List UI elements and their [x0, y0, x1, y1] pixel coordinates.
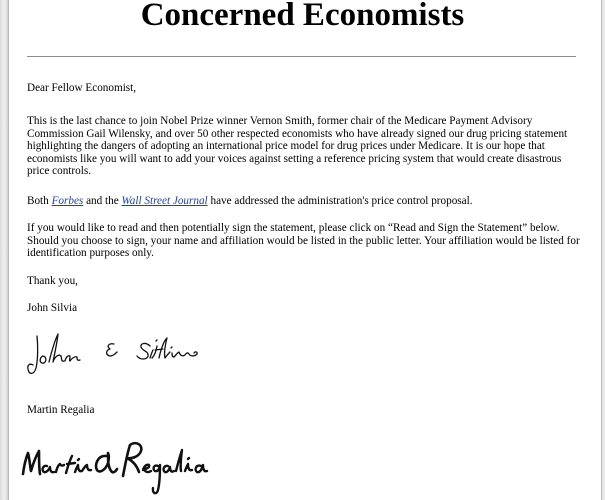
- paragraph-instructions: If you would like to read and then potentially sign the statement, please click on “Read and Sign the Statement” below. Should you choose to sign, your name and affiliation would be listed in the public letter. Your affiliation would be listed for identification purposes only.: [27, 222, 580, 259]
- title-divider: [27, 56, 576, 57]
- window-right-edge: [601, 0, 605, 500]
- paragraph-invitation: This is the last chance to join Nobel Prize winner Vernon Smith, former chair of the Medicare Payment Advisory Commission Gail Wilensky, and over 50 other respected economists who have already signed our drug pricing statement highlighting the dangers of adopting an international price model for drug prices under Medicare. It is our hope that economists like you will want to add your voices against setting a reference pricing system that would create disastrous price controls.: [27, 115, 568, 177]
- paragraph-press: [27, 195, 473, 208]
- signer-name-john-silvia: John Silvia: [27, 302, 78, 314]
- signer-name-martin-regalia: Martin Regalia: [27, 404, 95, 416]
- press-suffix: have addressed the administration's price control proposal.: [207, 195, 473, 207]
- closing: Thank you,: [27, 275, 78, 287]
- letter-title: Concerned Economists: [140, 0, 465, 33]
- window-left-edge: [0, 0, 9, 500]
- martin-regalia-signature: [18, 436, 208, 500]
- greeting: Dear Fellow Economist,: [27, 82, 137, 94]
- john-silvia-signature: [24, 328, 214, 380]
- wall-street-journal-link[interactable]: Wall Street Journal: [121, 195, 208, 207]
- press-prefix: Both: [27, 195, 52, 207]
- press-middle: and the: [83, 195, 122, 207]
- forbes-link[interactable]: Forbes: [51, 195, 84, 207]
